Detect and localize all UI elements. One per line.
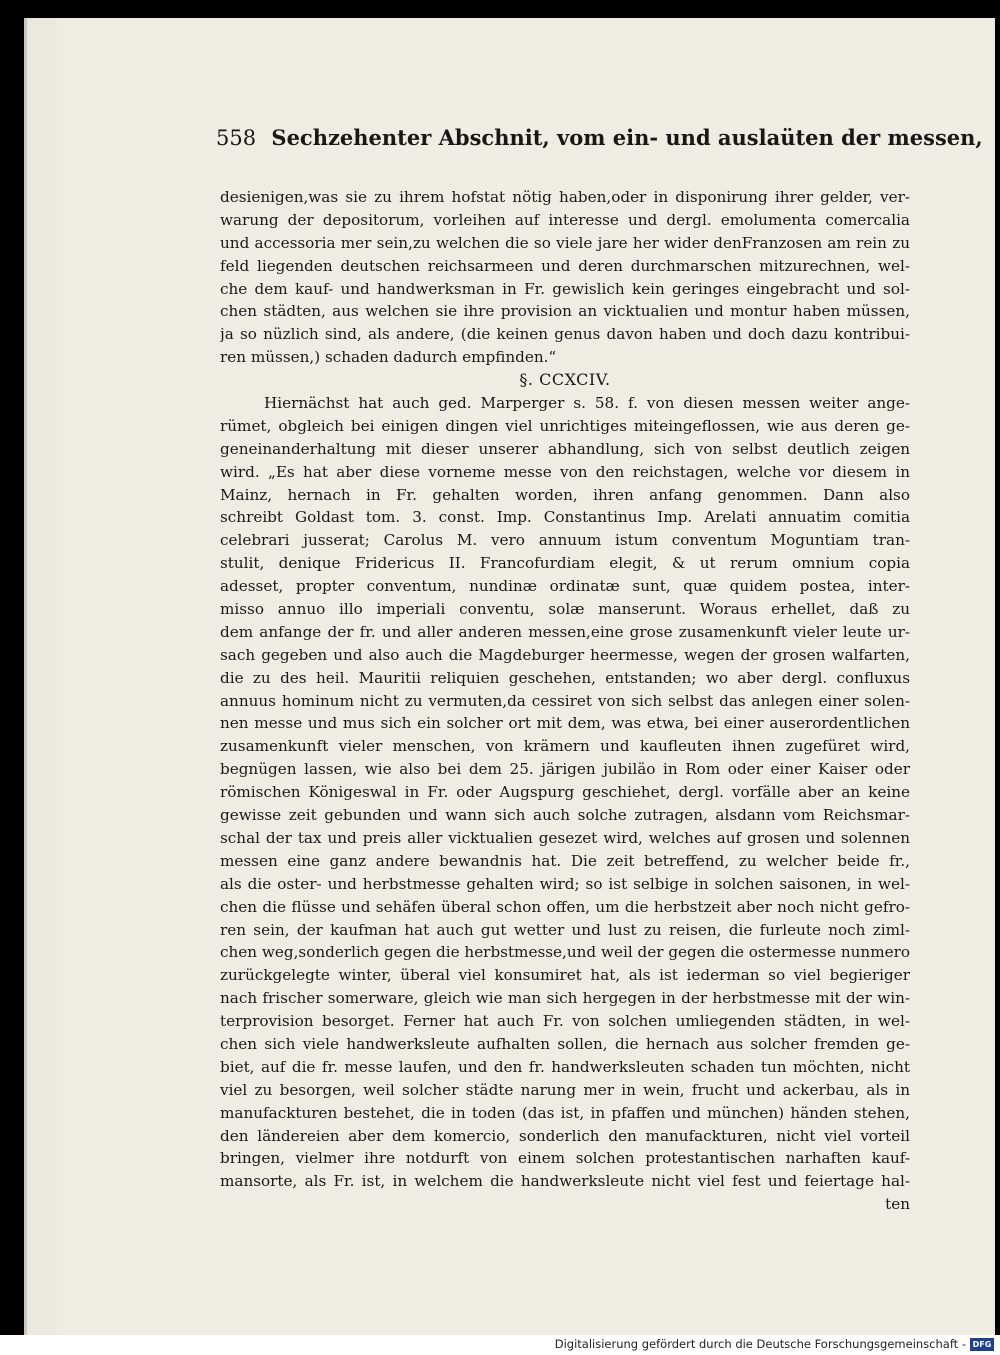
running-title: Sechzehenter Abschnit, vom ein- und auslaüten der messen, (271, 125, 983, 150)
text-line: zusamenkunft vieler menschen, von krämern und kaufleuten ihnen zugefüret wird, (220, 737, 910, 756)
text-line: manufackturen bestehet, die in toden (das ist, in pfaffen und münchen) händen stehen, (220, 1103, 910, 1122)
footer-bar (0, 1335, 1000, 1355)
text-line: mansorte, als Fr. ist, in welchem die handwerksleute nicht viel fest und feiertage hal- (220, 1172, 910, 1191)
text-line: als die oster- und herbstmesse gehalten wird; so ist selbige in solchen saisonen, in wel- (220, 874, 910, 893)
text-line: warung der depositorum, vorleihen auf interesse und dergl. emolumenta comercalia (220, 210, 910, 229)
text-line: terprovision besorget. Ferner hat auch Fr. von solchen umliegenden städten, in wel- (220, 1012, 910, 1031)
text-line: Mainz, hernach in Fr. gehalten worden, ihren anfang genommen. Dann also (220, 485, 910, 504)
text-line: celebrari jusserat; Carolus M. vero annuum istum conventum Moguntiam tran- (220, 531, 910, 550)
page-number: 558 (216, 126, 257, 150)
text-line: ten (885, 1195, 910, 1214)
text-line: ren müssen,) schaden dadurch empfinden.“ (220, 348, 557, 367)
section-heading: §. CCXCIV. (519, 370, 611, 390)
text-line: chen sich viele handwerksleute aufhalten sollen, die hernach aus solcher fremden ge- (220, 1034, 910, 1053)
text-line: chen die flüsse und sehäfen überal schon offen, um die herbstzeit aber noch nicht gefro- (220, 897, 910, 916)
text-line: nen messe und mus sich ein solcher ort mit dem, was etwa, bei einer auserordentlichen (220, 714, 910, 733)
text-line: annuus hominum nicht zu vermuten,da cessiret von sich selbst das anlegen einer solen- (220, 691, 910, 710)
text-line: ren sein, der kaufman hat auch gut wetter und lust zu reisen, die furleute noch ziml- (220, 920, 910, 939)
body-text (220, 186, 910, 1216)
text-line: schreibt Goldast tom. 3. const. Imp. Constantinus Imp. Arelati annuatim comitia (220, 508, 910, 527)
text-line: und accessoria mer sein,zu welchen die so viele jare her wider denFranzosen am rein zu (220, 233, 910, 252)
text-line: messen eine ganz andere bewandnis hat. Die zeit betreffend, zu welcher beide fr., (220, 851, 910, 870)
text-line: che dem kauf- und handwerksman in Fr. gewislich kein geringes eingebracht und sol- (220, 279, 910, 298)
text-line: zurückgelegte winter, überal viel konsumiret hat, als ist iederman so viel begieriger (220, 966, 910, 985)
text-line: die zu des heil. Mauritii reliquien geschehen, entstanden; wo aber dergl. confluxus (220, 668, 910, 687)
text-line: gewisse zeit gebunden und wann sich auch solche zutragen, alsdann vom Reichsmar- (220, 806, 910, 825)
text-line: viel zu besorgen, weil solcher städte narung mer in wein, frucht und ackerbau, als in (220, 1080, 910, 1099)
text-line: biet, auf die fr. messe laufen, und den fr. handwerksleuten schaden tun möchten, nicht (220, 1057, 910, 1076)
text-line: stulit, denique Fridericus II. Francofurdiam elegit, & ut rerum omnium copia (220, 554, 910, 573)
dfg-logo: DFG (970, 1338, 994, 1351)
text-line: misso annuo illo imperiali conventu, solæ manserunt. Woraus erhellet, daß zu (220, 600, 910, 619)
text-line: römischen Königeswal in Fr. oder Augspurg geschiehet, dergl. vorfälle aber an keine (220, 783, 910, 802)
text-line: geneinanderhaltung mit dieser unserer abhandlung, sich von selbst deutlich zeigen (220, 439, 910, 458)
text-line: feld liegenden deutschen reichsarmeen und deren durchmarschen mitzurechnen, wel- (220, 256, 910, 275)
text-line: wird. „Es hat aber diese vorneme messe von den reichstagen, welche vor diesem in (220, 462, 910, 481)
text-line: sach gegeben und also auch die Magdeburger heermesse, wegen der grosen walfarten, (220, 645, 910, 664)
text-line: desienigen,was sie zu ihrem hofstat nötig haben,oder in disponirung ihrer gelder, ver- (220, 188, 910, 206)
text-line: schal der tax und preis aller vicktualien gesezet wird, welches auf grosen und solennen (220, 828, 910, 847)
text-line: rümet, obgleich bei einigen dingen viel unrichtiges miteingeflossen, wie aus deren ge- (220, 416, 910, 435)
text-line: den ländereien aber dem komercio, sonderlich den manufackturen, nicht viel vorteil (220, 1126, 910, 1145)
text-line: bringen, vielmer ihre notdurft von einem solchen protestantischen narhaften kauf- (220, 1149, 910, 1168)
running-header (216, 125, 983, 150)
text-line: adesset, propter conventum, nundinæ ordinatæ sunt, quæ quidem postea, inter- (220, 577, 910, 596)
text-line: ja so nüzlich sind, als andere, (die keinen genus davon haben und doch dazu kontribui- (220, 325, 910, 344)
text-line: begnügen lassen, wie also bei dem 25. järigen jubiläo in Rom oder einer Kaiser oder (220, 760, 910, 779)
text-line: Hiernächst hat auch ged. Marperger s. 58. f. von diesen messen weiter ange- (264, 394, 910, 413)
text-line: dem anfange der fr. und aller anderen messen,eine grose zusamenkunft vieler leute ur- (220, 622, 910, 641)
text-line: chen weg,sonderlich gegen die herbstmesse,und weil der gegen die ostermesse nunmero (220, 943, 910, 962)
text-line: nach frischer somerware, gleich wie man sich hergegen in der herbstmesse mit der win- (220, 989, 910, 1008)
digitization-credit: Digitalisierung gefördert durch die Deutsche Forschungsgemeinschaft - (554, 1337, 966, 1351)
text-line: chen städten, aus welchen sie ihre provision an vicktualien und montur haben müssen, (220, 302, 910, 321)
